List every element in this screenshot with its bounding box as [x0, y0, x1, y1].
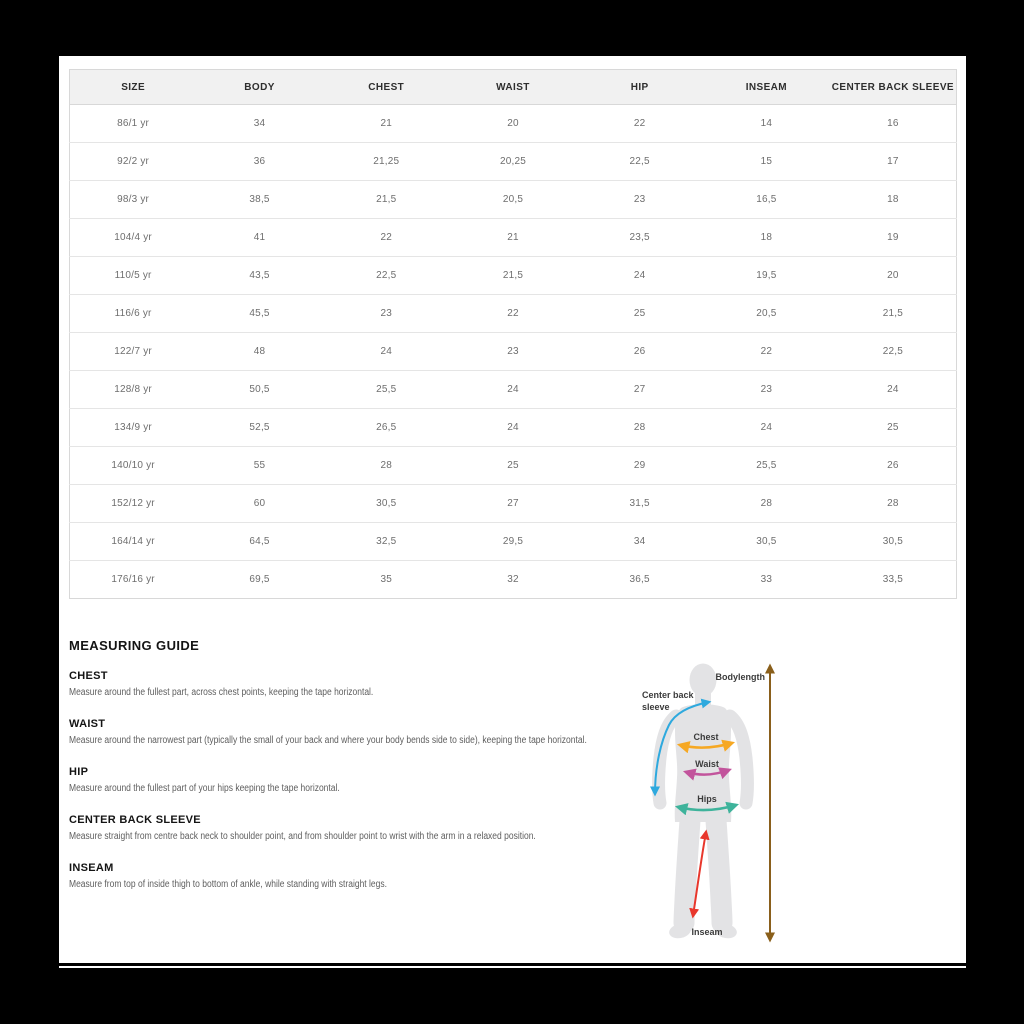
- table-cell: 20: [450, 105, 577, 143]
- table-cell: 14: [703, 105, 830, 143]
- guide-section-heading: CENTER BACK SLEEVE: [69, 814, 201, 826]
- table-row: [70, 485, 957, 523]
- measuring-guide-title: MEASURING GUIDE: [69, 638, 200, 653]
- table-row: [70, 143, 957, 181]
- table-cell: 30,5: [830, 523, 957, 561]
- guide-section-text: Measure straight from centre back neck to shoulder point, and from shoulder point to wrist with the arm in a relaxed position.: [69, 831, 536, 842]
- table-cell: 34: [196, 105, 323, 143]
- table-cell: 26: [576, 333, 703, 371]
- guide-section-heading: HIP: [69, 766, 89, 778]
- table-cell: 60: [196, 485, 323, 523]
- table-cell: 23: [323, 295, 450, 333]
- table-cell: 19,5: [703, 257, 830, 295]
- table-row: [70, 333, 957, 371]
- table-cell: 26,5: [323, 409, 450, 447]
- table-cell: 43,5: [196, 257, 323, 295]
- bottom-edge-line: [59, 966, 966, 968]
- table-cell: 35: [380, 574, 393, 585]
- inseam-label: Inseam: [691, 927, 723, 937]
- table-cell: 22: [703, 333, 830, 371]
- table-cell: 28: [703, 485, 830, 523]
- table-cell: 28: [576, 409, 703, 447]
- guide-section-text: Measure around the fullest part of your hips keeping the tape horizontal.: [69, 783, 340, 794]
- table-cell: 25,5: [323, 371, 450, 409]
- size-chart-card: [59, 56, 966, 963]
- table-cell: 21,5: [830, 295, 957, 333]
- table-cell: 69,5: [249, 574, 270, 585]
- table-cell: 134/9 yr: [70, 409, 197, 447]
- table-cell: 31,5: [576, 485, 703, 523]
- table-cell: 41: [196, 219, 323, 257]
- table-cell: 22: [323, 219, 450, 257]
- table-cell: 27: [576, 371, 703, 409]
- table-cell: 20: [830, 257, 957, 295]
- table-cell: 23: [703, 371, 830, 409]
- table-cell: 18: [830, 181, 957, 219]
- table-cell: 33: [760, 574, 773, 585]
- table-cell: 23: [450, 333, 577, 371]
- table-cell: 25: [830, 409, 957, 447]
- guide-section-text: Measure around the fullest part, across chest points, keeping the tape horizontal.: [69, 687, 374, 698]
- size-chart-header-row: [70, 70, 957, 105]
- guide-section-text: Measure around the narrowest part (typically the small of your back and where your body bends side to side), keeping the tape horizontal.: [69, 735, 587, 746]
- table-cell: 64,5: [196, 523, 323, 561]
- column-header: WAIST: [450, 70, 577, 105]
- table-row: [70, 371, 957, 409]
- guide-section: [69, 670, 669, 699]
- table-cell: 22: [450, 295, 577, 333]
- table-cell: 22,5: [830, 333, 957, 371]
- table-cell: 25: [576, 295, 703, 333]
- table-cell: 17: [830, 143, 957, 181]
- table-cell: 45,5: [196, 295, 323, 333]
- table-row: [70, 295, 957, 333]
- table-row: [70, 523, 957, 561]
- table-cell: 116/6 yr: [70, 295, 197, 333]
- table-cell: 36,5: [629, 574, 650, 585]
- table-cell: 92/2 yr: [70, 143, 197, 181]
- size-chart-header: [70, 70, 957, 105]
- table-cell: 29,5: [450, 523, 577, 561]
- measuring-figure: [619, 650, 849, 950]
- table-cell: 29: [576, 447, 703, 485]
- table-cell: 27: [450, 485, 577, 523]
- table-cell: 48: [196, 333, 323, 371]
- column-header: INSEAM: [703, 70, 830, 105]
- table-cell: 22: [576, 105, 703, 143]
- table-cell: 28: [323, 447, 450, 485]
- table-cell: 23: [576, 181, 703, 219]
- table-cell: 50,5: [196, 371, 323, 409]
- table-cell: 21: [323, 105, 450, 143]
- table-cell: 16: [830, 105, 957, 143]
- guide-section-text: Measure from top of inside thigh to bottom of ankle, while standing with straight legs.: [69, 879, 387, 890]
- table-row: [70, 219, 957, 257]
- measuring-guide: [69, 638, 669, 910]
- table-cell: 23,5: [576, 219, 703, 257]
- table-row: [70, 105, 957, 143]
- guide-section: [69, 718, 669, 747]
- table-cell: 16,5: [703, 181, 830, 219]
- table-cell: 32: [507, 574, 519, 585]
- measuring-guide-sections: [69, 670, 669, 891]
- table-cell: 20,5: [450, 181, 577, 219]
- table-cell: 55: [196, 447, 323, 485]
- table-cell: 19: [830, 219, 957, 257]
- size-chart-body: [70, 105, 957, 599]
- table-cell: 30,5: [323, 485, 450, 523]
- guide-section-heading: INSEAM: [69, 862, 114, 874]
- table-cell: 20,5: [703, 295, 830, 333]
- column-header: CENTER BACK SLEEVE: [830, 70, 957, 105]
- guide-section-heading: CHEST: [69, 670, 108, 682]
- table-cell: 25,5: [703, 447, 830, 485]
- guide-section: [69, 862, 669, 891]
- table-cell: 128/8 yr: [70, 371, 197, 409]
- table-row: [70, 409, 957, 447]
- table-cell: 110/5 yr: [70, 257, 197, 295]
- center-back-sleeve-label-line1: Center back: [642, 690, 694, 700]
- column-header: HIP: [576, 70, 703, 105]
- table-cell: 36: [196, 143, 323, 181]
- table-cell: 24: [830, 371, 957, 409]
- table-cell: 21: [450, 219, 577, 257]
- table-cell: 38,5: [196, 181, 323, 219]
- table-cell: 98/3 yr: [70, 181, 197, 219]
- table-cell: 21,5: [323, 181, 450, 219]
- body-measurement-diagram: [619, 650, 849, 950]
- guide-section-heading: WAIST: [69, 718, 106, 730]
- table-cell: 86/1 yr: [70, 105, 197, 143]
- table-row: [70, 181, 957, 219]
- table-row: [70, 257, 957, 295]
- table-cell: 104/4 yr: [70, 219, 197, 257]
- table-cell: 32,5: [323, 523, 450, 561]
- table-cell: 34: [576, 523, 703, 561]
- table-cell: 52,5: [196, 409, 323, 447]
- center-back-sleeve-label-line2: sleeve: [642, 702, 670, 712]
- column-header: CHEST: [323, 70, 450, 105]
- column-header: BODY: [196, 70, 323, 105]
- guide-section: [69, 766, 669, 795]
- table-cell: 26: [830, 447, 957, 485]
- table-cell: 22,5: [323, 257, 450, 295]
- table-cell: 152/12 yr: [70, 485, 197, 523]
- table-cell: 28: [830, 485, 957, 523]
- table-cell: 33,5: [882, 574, 903, 585]
- table-cell: 24: [323, 333, 450, 371]
- table-row: [70, 447, 957, 485]
- table-cell: 30,5: [703, 523, 830, 561]
- table-cell: 122/7 yr: [70, 333, 197, 371]
- table-cell: 24: [576, 257, 703, 295]
- table-cell: 15: [703, 143, 830, 181]
- table-cell: 20,25: [450, 143, 577, 181]
- table-cell: 164/14 yr: [70, 523, 197, 561]
- waist-label: Waist: [695, 759, 719, 769]
- table-cell: 22,5: [576, 143, 703, 181]
- size-chart-table: [69, 69, 957, 599]
- table-cell: 21,5: [450, 257, 577, 295]
- hips-label: Hips: [697, 794, 717, 804]
- table-cell: 21,25: [323, 143, 450, 181]
- table-cell: 140/10 yr: [70, 447, 197, 485]
- table-cell: 18: [703, 219, 830, 257]
- guide-section: [69, 814, 669, 843]
- table-cell: 176/16 yr: [111, 574, 155, 585]
- table-cell: 24: [703, 409, 830, 447]
- bodylength-label: Bodylength: [715, 672, 765, 682]
- table-cell: 24: [450, 409, 577, 447]
- table-cell: 25: [450, 447, 577, 485]
- chest-label: Chest: [693, 732, 719, 742]
- table-row: [70, 561, 957, 599]
- column-header: SIZE: [70, 70, 197, 105]
- table-cell: 24: [450, 371, 577, 409]
